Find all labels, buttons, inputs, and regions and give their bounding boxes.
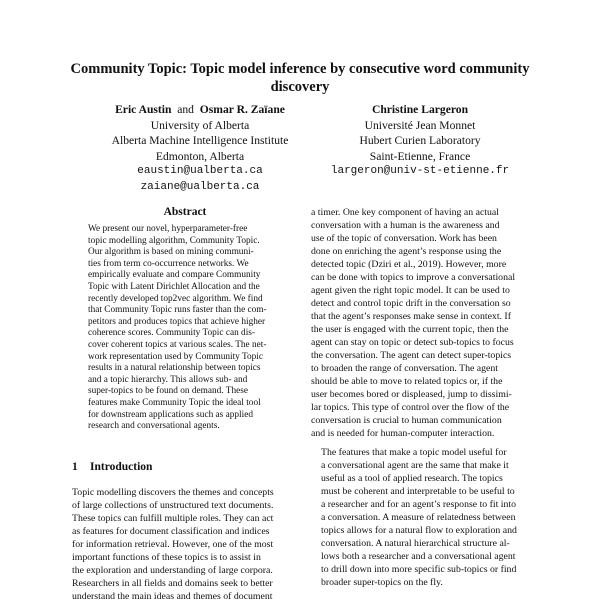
abstract-line: Our algorithm is based on mining communi- <box>88 247 254 258</box>
author-name-zaiane: Osmar R. Zaïane <box>199 103 285 116</box>
abstract-line: We present our novel, hyperparameter-free <box>88 224 248 234</box>
body-line: lar topics. This type of control over the flow of the <box>311 402 510 413</box>
body-line: a conversational agent are the same that make it <box>321 460 509 471</box>
body-line: that the agent’s responses make sense in context. If <box>311 311 511 322</box>
intro-line: for information retrieval. However, one of the most <box>72 539 274 550</box>
body-line: and is needed for human-computer interaction. <box>311 428 495 439</box>
body-line: broader super-topics on the fly. <box>321 577 443 588</box>
affiliation-ujm: Université Jean Monnet <box>364 118 476 132</box>
intro-line: These topics can fulfill multiple roles. They can act <box>72 513 274 524</box>
abstract-line: Topic with Latent Dirichlet Allocation and the <box>88 281 260 292</box>
author-names-left <box>80 102 320 118</box>
abstract-line: that Community Topic runs faster than the com- <box>88 305 267 316</box>
abstract-line: cover coherent topics at various scales. The net- <box>88 339 267 350</box>
body-line: conversation is crucial to human communication <box>311 415 502 426</box>
intro-line: Researchers in all fields and domains seek to better <box>72 578 273 589</box>
section-number: 1 <box>72 461 78 473</box>
abstract-line: recently developed top2vec algorithm. We find <box>88 293 263 304</box>
body-line: must be coherent and interpretable to be useful to <box>321 486 515 497</box>
author-conjunction: and <box>177 103 194 116</box>
abstract-line: super-topics to be found on demand. These <box>88 386 248 397</box>
author-name-largeron: Christine Largeron <box>371 103 469 116</box>
abstract-line: features make Community Topic the ideal tool <box>88 397 261 408</box>
abstract-line: and a topic hierarchy. This allows sub- and <box>88 374 248 385</box>
intro-line: Topic modelling discovers the themes and concepts <box>72 487 274 498</box>
body-line: conversation with a human is the awareness and <box>311 220 500 231</box>
abstract-line: results in a natural relationship between topics <box>88 363 261 374</box>
affiliation-hubert-curien: Hubert Curien Laboratory <box>359 134 481 148</box>
body-line: user becomes bored or displeased, jump to dissimi- <box>311 389 512 400</box>
paper-title: Community Topic: Topic model inference by consecutive word community discovery <box>70 61 530 95</box>
abstract-body <box>88 224 284 433</box>
section-title: Introduction <box>90 461 153 473</box>
body-line: topics allows for a natural flow to exploration and <box>321 525 517 536</box>
abstract-line: topic modelling algorithm, Community Topic. <box>88 235 260 246</box>
right-paragraph-2 <box>311 446 537 589</box>
body-line: use of the topic of conversation. Work has been <box>311 233 497 244</box>
body-line: a timer. One key component of having an actual <box>311 207 499 218</box>
body-line: The features that make a topic model useful for <box>321 447 507 458</box>
abstract-line: empirically evaluate and compare Community <box>88 270 261 281</box>
intro-line: as features for document classification and indices <box>72 526 270 537</box>
author-block-right <box>300 102 540 180</box>
body-line: agent can stay on topic or detect sub-topics to focus <box>311 337 514 348</box>
body-line: detect and control topic drift in the conversation so <box>311 298 511 309</box>
body-line: to broaden the range of conversation. The agent <box>311 363 498 374</box>
abstract-line: ties from term co-occurrence networks. We <box>88 258 249 269</box>
location-saint-etienne: Saint-Etienne, France <box>369 149 471 163</box>
intro-line: important functions of these topics is to assist in <box>72 552 261 563</box>
author-block-left <box>80 102 320 196</box>
intro-line: the exploration and understanding of large corpora. <box>72 565 273 576</box>
introduction-body <box>72 486 298 603</box>
body-line: should be able to move to related topics or, if the <box>311 376 503 387</box>
body-line: detected topic (Dziri et al., 2019). However, more <box>311 259 507 270</box>
affiliation-ualberta: University of Alberta <box>150 118 250 132</box>
body-line: can be done with topics to improve a conversational <box>311 272 516 283</box>
body-line: lows both a researcher and a conversational agent <box>321 551 516 562</box>
email-largeron: largeron@univ-st-etienne.fr <box>330 165 510 178</box>
body-line: to drill down into more specific sub-topics or find <box>321 564 517 575</box>
abstract-line: research and conversational agents. <box>88 421 220 432</box>
body-line: the user is engaged with the current topic, then the <box>311 324 509 335</box>
author-name-austin: Eric Austin <box>115 103 172 116</box>
abstract-line: work representation used by Community Topic <box>88 351 264 362</box>
email-austin: eaustin@ualberta.ca <box>137 165 263 178</box>
body-line: agent given the right topic model. It can be used to <box>311 285 510 296</box>
right-column <box>311 206 537 589</box>
email-zaiane: zaiane@ualberta.ca <box>140 180 260 193</box>
intro-line: of large collections of unstructured text documents. <box>72 500 274 511</box>
body-line: the conversation. The agent can detect super-topics <box>311 350 512 361</box>
section-heading-introduction <box>72 461 152 473</box>
abstract-heading: Abstract <box>163 206 207 218</box>
intro-line: understand the main ideas and themes of document <box>72 591 273 602</box>
location-edmonton: Edmonton, Alberta <box>155 149 245 163</box>
body-line: useful as a tool of applied research. The topics <box>321 473 503 484</box>
abstract-line: for downstream applications such as applied <box>88 409 253 420</box>
body-line: a researcher and for an agent’s response to fit into <box>321 499 517 510</box>
body-line: done on enriching the agent’s response using the <box>311 246 502 257</box>
affiliation-amii: Alberta Machine Intelligence Institute <box>111 134 289 148</box>
body-line: conversation. A natural hierarchical structure al- <box>321 538 510 549</box>
right-paragraph-1 <box>311 206 537 440</box>
abstract-line: petitors and produces topics that achieve higher <box>88 316 266 327</box>
body-line: a conversation. A measure of relatedness between <box>321 512 516 523</box>
abstract-line: coherence scores. Community Topic can dis- <box>88 328 255 339</box>
